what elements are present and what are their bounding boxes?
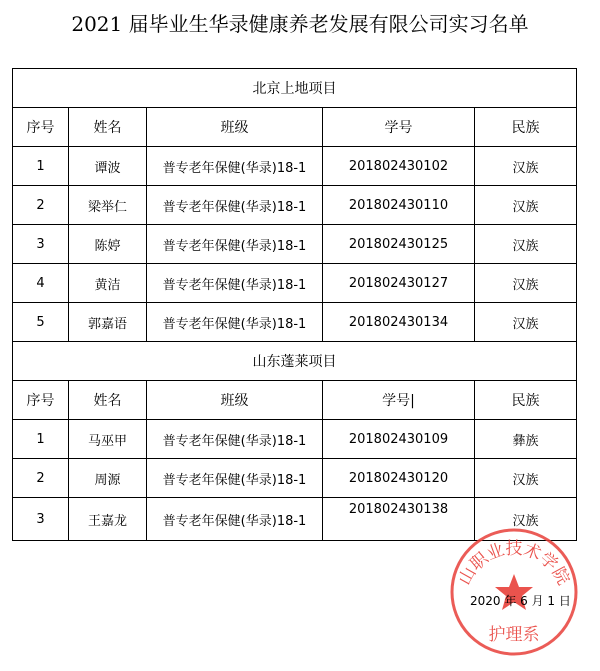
cell-index: 3	[13, 498, 69, 541]
cell-class: 普专老年保健(华录)18-1	[147, 225, 323, 264]
column-header: 学号|	[323, 381, 475, 420]
cell-index: 1	[13, 147, 69, 186]
section-title: 山东蓬莱项目	[13, 342, 577, 381]
cell-student-id: 201802430120	[323, 459, 475, 498]
cell-index: 5	[13, 303, 69, 342]
column-header: 姓名	[69, 108, 147, 147]
cell-name: 王嘉龙	[69, 498, 147, 541]
cell-ethnicity: 汉族	[475, 303, 577, 342]
cell-name: 黄洁	[69, 264, 147, 303]
table-row	[13, 459, 577, 498]
internship-table	[12, 68, 577, 541]
cell-name: 马巫甲	[69, 420, 147, 459]
cell-class: 普专老年保健(华录)18-1	[147, 420, 323, 459]
cell-index: 1	[13, 420, 69, 459]
cell-class: 普专老年保健(华录)18-1	[147, 498, 323, 541]
column-header: 民族	[475, 108, 577, 147]
cell-name: 周源	[69, 459, 147, 498]
section-title: 北京上地项目	[13, 69, 577, 108]
cell-name: 梁举仁	[69, 186, 147, 225]
cell-ethnicity: 汉族	[475, 264, 577, 303]
table-row	[13, 420, 577, 459]
cell-ethnicity: 汉族	[475, 459, 577, 498]
column-header: 姓名	[69, 381, 147, 420]
section-header	[13, 342, 577, 381]
column-header: 班级	[147, 381, 323, 420]
cell-index: 2	[13, 186, 69, 225]
document-title: 2021 届毕业生华录健康养老发展有限公司实习名单	[71, 12, 529, 36]
column-header: 学号	[323, 108, 475, 147]
cell-student-id: 201802430127	[323, 264, 475, 303]
table-row	[13, 303, 577, 342]
cell-ethnicity: 彝族	[475, 420, 577, 459]
cell-class: 普专老年保健(华录)18-1	[147, 186, 323, 225]
column-header: 班级	[147, 108, 323, 147]
column-header-row	[13, 108, 577, 147]
cell-student-id: 201802430102	[323, 147, 475, 186]
column-header-row	[13, 381, 577, 420]
cell-ethnicity: 汉族	[475, 186, 577, 225]
table-row	[13, 225, 577, 264]
cell-student-id: 201802430110	[323, 186, 475, 225]
cell-student-id: 201802430109	[323, 420, 475, 459]
section-header	[13, 69, 577, 108]
cell-name: 谭波	[69, 147, 147, 186]
table-row	[13, 264, 577, 303]
table-row	[13, 147, 577, 186]
cell-student-id: 201802430138	[323, 498, 475, 541]
cell-name: 陈婷	[69, 225, 147, 264]
cell-student-id: 201802430134	[323, 303, 475, 342]
seal-department: 护理系	[488, 625, 540, 645]
seal-arc-text: 山职业技术学院	[454, 539, 574, 589]
cell-name: 郭嘉语	[69, 303, 147, 342]
cell-index: 3	[13, 225, 69, 264]
document-date: 2020 年 6 月 1 日	[470, 594, 571, 608]
cell-class: 普专老年保健(华录)18-1	[147, 459, 323, 498]
column-header: 民族	[475, 381, 577, 420]
cell-index: 4	[13, 264, 69, 303]
column-header: 序号	[13, 381, 69, 420]
cell-index: 2	[13, 459, 69, 498]
cell-class: 普专老年保健(华录)18-1	[147, 147, 323, 186]
cell-ethnicity: 汉族	[475, 147, 577, 186]
column-header: 序号	[13, 108, 69, 147]
cell-class: 普专老年保健(华录)18-1	[147, 264, 323, 303]
cell-class: 普专老年保健(华录)18-1	[147, 303, 323, 342]
cell-ethnicity: 汉族	[475, 498, 577, 541]
cell-ethnicity: 汉族	[475, 225, 577, 264]
table-row	[13, 186, 577, 225]
cell-student-id: 201802430125	[323, 225, 475, 264]
